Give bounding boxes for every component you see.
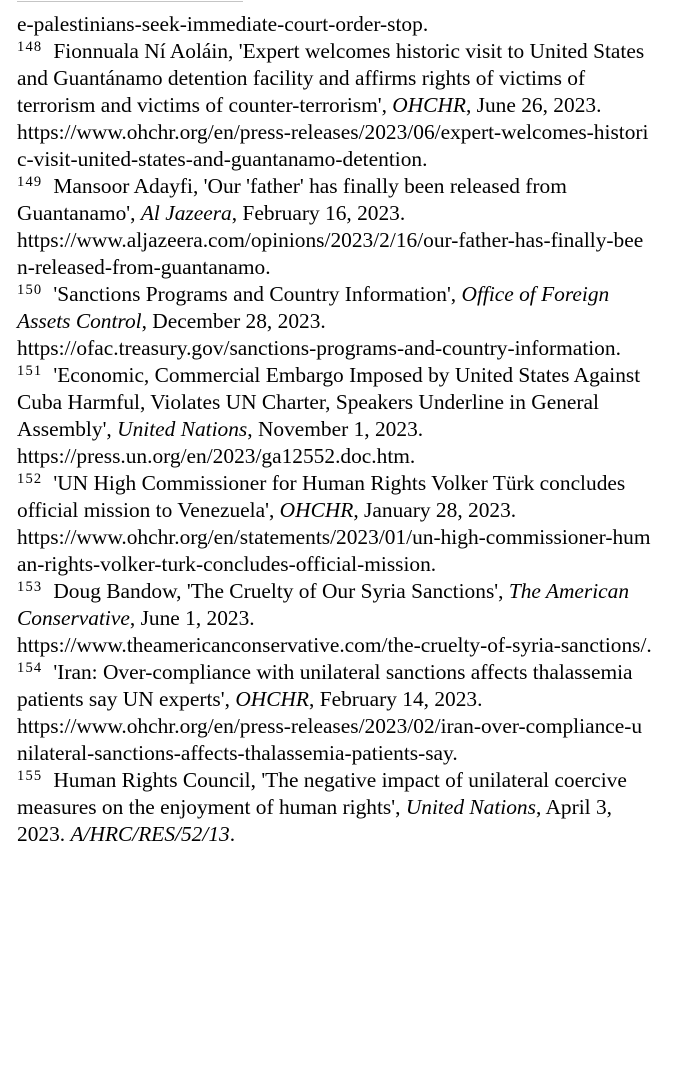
footnote-text-segment: https://www.ohchr.org/en/press-releases/2023/02/iran-over-compliance-u	[17, 714, 643, 738]
footnote-line	[17, 227, 687, 254]
footnote-text-segment: OHCHR	[235, 687, 309, 711]
footnote-text-segment: Assets Control	[17, 309, 142, 333]
footnote-text-segment: official mission to Venezuela',	[17, 498, 280, 522]
footnote-text-segment: 'UN High Commissioner for Human Rights Volker Türk concludes	[53, 471, 626, 495]
footnote-number: 154	[17, 660, 43, 676]
footnote-text-segment: c-visit-united-states-and-guantanamo-detention.	[17, 147, 428, 171]
footnote-line	[17, 200, 687, 227]
footnote-line	[17, 794, 687, 821]
footnote-continuation-line: e-palestinians-seek-immediate-court-order-stop.	[17, 12, 429, 36]
footnote-number: 151	[17, 363, 43, 379]
footnote-line	[17, 659, 687, 686]
footnote-number: 152	[17, 471, 43, 487]
footnote-number: 150	[17, 282, 43, 298]
footnote-text-segment: 'Economic, Commercial Embargo Imposed by United States Against	[53, 363, 641, 387]
footnote-text-segment: .	[229, 822, 236, 846]
footnote-text-segment: , April 3,	[535, 795, 613, 819]
footnote-text-segment: Al Jazeera	[140, 201, 232, 225]
footnote-text-segment: , November 1, 2023.	[247, 417, 424, 441]
footnote-text-segment: , January 28, 2023.	[353, 498, 517, 522]
footnote-line	[17, 119, 687, 146]
footnote-number: 148	[17, 39, 43, 55]
footnote-line	[17, 767, 687, 794]
footnote-line	[17, 281, 687, 308]
footnote-text-segment: Assembly',	[17, 417, 118, 441]
footnote-line	[17, 686, 687, 713]
footnote-text-segment: patients say UN experts',	[17, 687, 236, 711]
footnote-text-segment: United Nations	[117, 417, 248, 441]
footnote-line	[17, 173, 687, 200]
footnote-line	[17, 524, 687, 551]
footnote-text-segment: Doug Bandow, 'The Cruelty of Our Syria Sanctions',	[53, 579, 509, 603]
footnote-separator-rule	[17, 1, 243, 2]
footnote-text-segment: measures on the enjoyment of human rights',	[17, 795, 406, 819]
footnotes-block	[17, 11, 687, 848]
footnote-line	[17, 335, 687, 362]
footnote-text-segment: https://www.aljazeera.com/opinions/2023/2/16/our-father-has-finally-bee	[17, 228, 644, 252]
footnote-item	[17, 767, 687, 848]
footnote-text-segment: 'Iran: Over-compliance with unilateral sanctions affects thalassemia	[53, 660, 633, 684]
footnote-text-segment: 2023.	[17, 822, 71, 846]
footnote-text-segment: , February 16, 2023.	[231, 201, 406, 225]
footnote-text-segment: Human Rights Council, 'The negative impact of unilateral coercive	[53, 768, 627, 792]
footnote-number: 153	[17, 579, 43, 595]
footnote-text-segment: nilateral-sanctions-affects-thalassemia-patients-say.	[17, 741, 458, 765]
footnote-line	[17, 92, 687, 119]
footnote-text-segment: 'Sanctions Programs and Country Information',	[53, 282, 462, 306]
footnote-text-segment: United Nations	[405, 795, 536, 819]
footnotes-list	[17, 38, 687, 848]
footnote-line	[17, 605, 687, 632]
footnote-line	[17, 389, 687, 416]
footnote-item	[17, 659, 687, 767]
footnote-text-segment: OHCHR	[392, 93, 466, 117]
footnote-text-segment: , June 26, 2023.	[465, 93, 602, 117]
footnote-line	[17, 632, 687, 659]
footnote-text-segment: n-released-from-guantanamo.	[17, 255, 271, 279]
footnote-text-segment: OHCHR	[279, 498, 354, 522]
footnote-line	[17, 497, 687, 524]
footnote-line	[17, 308, 687, 335]
footnote-item	[17, 470, 687, 578]
footnote-line	[17, 821, 687, 848]
footnote-text-segment: The American	[508, 579, 630, 603]
footnote-item	[17, 281, 687, 362]
footnote-text-segment: Cuba Harmful, Violates UN Charter, Speakers Underline in General	[17, 390, 599, 414]
footnote-line	[17, 551, 687, 578]
footnote-text-segment: Office of Foreign	[461, 282, 610, 306]
footnote-text-segment: https://www.ohchr.org/en/press-releases/2023/06/expert-welcomes-histori	[17, 120, 649, 144]
footnote-line	[17, 713, 687, 740]
footnote-item	[17, 362, 687, 470]
footnote-text-segment: https://ofac.treasury.gov/sanctions-programs-and-country-information.	[17, 336, 621, 360]
footnote-line	[17, 416, 687, 443]
footnote-number: 149	[17, 174, 43, 190]
footnote-text-segment: Conservative	[17, 606, 130, 630]
footnote-text-segment: , June 1, 2023.	[129, 606, 255, 630]
footnote-text-segment: , December 28, 2023.	[141, 309, 326, 333]
footnote-text-segment: https://www.ohchr.org/en/statements/2023/01/un-high-commissioner-hum	[17, 525, 651, 549]
footnote-text-segment: Fionnuala Ní Aoláin, 'Expert welcomes historic visit to United States	[53, 39, 645, 63]
footnote-text-segment: terrorism and victims of counter-terrorism',	[17, 93, 393, 117]
footnote-line	[17, 65, 687, 92]
footnote-line	[17, 470, 687, 497]
footnote-line	[17, 38, 687, 65]
footnote-text-segment: https://www.theamericanconservative.com/the-cruelty-of-syria-sanctions/.	[17, 633, 652, 657]
footnote-text-segment: Guantanamo',	[17, 201, 141, 225]
footnote-text-segment: an-rights-volker-turk-concludes-official-mission.	[17, 552, 437, 576]
footnote-item	[17, 578, 687, 659]
footnote-item	[17, 38, 687, 173]
footnote-line	[17, 146, 687, 173]
footnote-line	[17, 578, 687, 605]
footnote-text-segment: Mansoor Adayfi, 'Our 'father' has finally been released from	[53, 174, 567, 198]
footnote-item	[17, 173, 687, 281]
footnote-line	[17, 443, 687, 470]
footnote-line	[17, 254, 687, 281]
footnote-line	[17, 740, 687, 767]
footnote-line	[17, 362, 687, 389]
footnote-text-segment: , February 14, 2023.	[309, 687, 483, 711]
footnote-text-segment: https://press.un.org/en/2023/ga12552.doc.htm.	[17, 444, 416, 468]
footnote-text-segment: A/HRC/RES/52/13	[70, 822, 230, 846]
footnote-number: 155	[17, 768, 43, 784]
footnote-text-segment: and Guantánamo detention facility and affirms rights of victims of	[17, 66, 586, 90]
